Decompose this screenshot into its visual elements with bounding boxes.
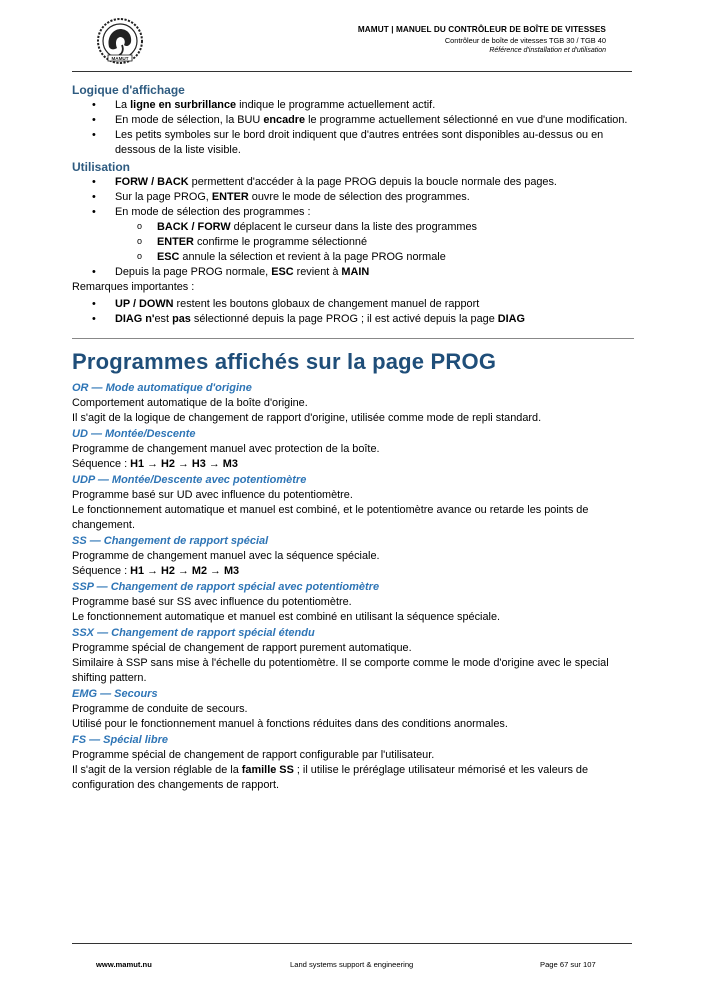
program-sequence: Séquence : H1 → H2 → M2 → M3 — [72, 565, 240, 577]
header-divider — [72, 71, 632, 72]
sublist-item: o BACK / FORW déplacent le curseur dans la liste des programmes — [72, 220, 634, 235]
program-text: Il s'agit de la logique de changement de rapport d'origine, utilisée comme mode de repli standard. — [72, 412, 542, 424]
page-title: Programmes affichés sur la page PROG — [72, 349, 497, 374]
selection-mode-sublist — [72, 220, 634, 265]
list-item: • Les petits symboles sur le bord droit indiquent que d'autres entrées sont disponibles au-dessus ou en dessous de la liste visible. — [72, 128, 634, 158]
list-item: • Depuis la page PROG normale, ESC revient à MAIN — [72, 265, 634, 280]
sublist-item: o ENTER confirme le programme sélectionné — [72, 235, 634, 250]
list-item: • En mode de sélection, la BUU encadre le programme actuellement sélectionné en vue d'une modification. — [72, 113, 634, 128]
program-heading-ssx: SSX — Changement de rapport spécial étendu — [72, 627, 315, 639]
program-text: Programme spécial de changement de rapport purement automatique. — [72, 642, 412, 654]
list-item: • UP / DOWN restent les boutons globaux de changement manuel de rapport — [72, 297, 634, 312]
mamut-logo — [95, 17, 145, 67]
program-heading-ssp: SSP — Changement de rapport spécial avec potentiomètre — [72, 581, 380, 593]
program-text: Utilisé pour le fonctionnement manuel à fonctions réduites dans des conditions anormales. — [72, 718, 508, 730]
header-reference: Référence d'installation et d'utilisation — [489, 46, 606, 54]
header-title: MAMUT | MANUEL DU CONTRÔLEUR DE BOÎTE DE VITESSES — [357, 25, 606, 34]
list-item: • FORW / BACK permettent d'accéder à la page PROG depuis la boucle normale des pages. — [72, 175, 634, 190]
program-text: Programme de changement manuel avec protection de la boîte. — [72, 443, 380, 455]
program-text: Similaire à SSP sans mise à l'échelle du potentiomètre. Il se comporte comme le mode d'origine avec le special shifting pattern. — [72, 657, 609, 684]
program-text: Programme spécial de changement de rapport configurable par l'utilisateur. — [72, 749, 435, 761]
program-text: Le fonctionnement automatique et manuel est combiné, et le potentiomètre avance ou retarde les points de changement. — [72, 504, 589, 531]
program-text: Programme basé sur UD avec influence du potentiomètre. — [72, 489, 353, 501]
program-heading-udp: UDP — Montée/Descente avec potentiomètre — [72, 474, 307, 486]
remarks-list — [72, 297, 634, 327]
program-text: Il s'agit de la version réglable de la famille SS ; il utilise le préréglage utilisateur mémorisé et les valeurs de configuration des changements de rapport. — [72, 764, 589, 791]
program-heading-emg: EMG — Secours — [72, 688, 158, 700]
program-text: Programme de changement manuel avec la séquence spéciale. — [72, 550, 380, 562]
header-subtitle: Contrôleur de boîte de vitesses TGB 30 / TGB 40 — [444, 36, 606, 46]
list-item: • Sur la page PROG, ENTER ouvre le mode de sélection des programmes. — [72, 190, 634, 205]
page-header — [358, 25, 606, 55]
footer-tagline: Land systems support & engineering — [290, 960, 414, 969]
section-heading-usage: Utilisation — [72, 160, 131, 174]
list-item: • DIAG n'est pas sélectionné depuis la page PROG ; il est activé depuis la page DIAG — [72, 312, 634, 327]
svg-text:MAMUT: MAMUT — [111, 55, 129, 61]
page-content — [72, 82, 634, 793]
section-divider — [72, 338, 634, 339]
usage-list — [72, 175, 634, 220]
program-text: Programme basé sur SS avec influence du potentiomètre. — [72, 596, 352, 608]
footer-divider — [72, 943, 632, 944]
program-text: Programme de conduite de secours. — [72, 703, 248, 715]
display-logic-list — [72, 98, 634, 158]
program-heading-ud: UD — Montée/Descente — [72, 428, 196, 440]
program-sequence: Séquence : H1 → H2 → H3 → M3 — [72, 458, 238, 470]
list-item: • La ligne en surbrillance indique le programme actuellement actif. — [72, 98, 634, 113]
program-heading-fs: FS — Spécial libre — [72, 734, 168, 746]
program-heading-or: OR — Mode automatique d'origine — [72, 382, 252, 394]
program-text: Comportement automatique de la boîte d'origine. — [72, 397, 308, 409]
list-item: • En mode de sélection des programmes : — [72, 205, 634, 220]
footer-page-number: Page 67 sur 107 — [540, 960, 596, 969]
program-text: Le fonctionnement automatique et manuel est combiné en utilisant la séquence spéciale. — [72, 611, 501, 623]
section-heading-display-logic: Logique d'affichage — [72, 83, 185, 97]
remarks-label: Remarques importantes : — [72, 281, 195, 293]
footer-website-link[interactable]: www.mamut.nu — [96, 960, 152, 969]
sublist-item: o ESC annule la sélection et revient à la page PROG normale — [72, 250, 634, 265]
program-heading-ss: SS — Changement de rapport spécial — [72, 535, 269, 547]
